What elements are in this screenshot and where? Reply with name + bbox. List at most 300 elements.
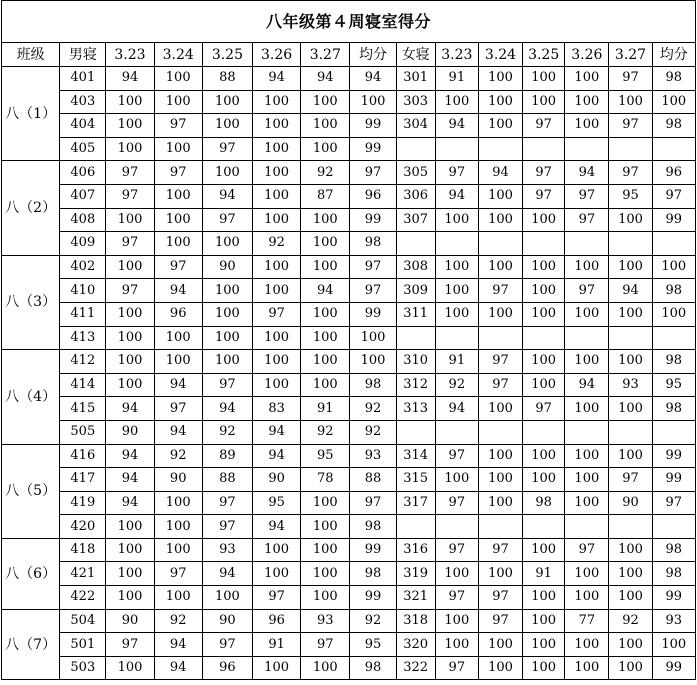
class-label: 八（5） bbox=[2, 444, 60, 538]
table-cell: 97 bbox=[202, 373, 252, 397]
table-cell: 97 bbox=[523, 114, 565, 138]
table-cell: 98 bbox=[652, 562, 695, 586]
table-cell: 95 bbox=[350, 633, 396, 657]
table-cell: 98 bbox=[652, 397, 695, 421]
table-cell bbox=[609, 326, 652, 350]
table-cell: 100 bbox=[523, 208, 565, 232]
table-cell: 321 bbox=[396, 586, 435, 610]
table-row bbox=[2, 420, 696, 444]
table-cell: 100 bbox=[609, 538, 652, 562]
table-cell: 100 bbox=[253, 161, 301, 185]
table-cell: 100 bbox=[154, 90, 202, 114]
table-cell: 98 bbox=[652, 350, 695, 374]
table-cell: 90 bbox=[154, 468, 202, 492]
table-cell: 100 bbox=[435, 633, 478, 657]
table-cell: 94 bbox=[478, 161, 522, 185]
table-cell: 90 bbox=[106, 609, 154, 633]
table-cell: 92 bbox=[253, 232, 301, 256]
table-cell: 97 bbox=[154, 397, 202, 421]
table-cell: 92 bbox=[154, 609, 202, 633]
table-cell: 100 bbox=[253, 562, 301, 586]
table-cell: 97 bbox=[106, 161, 154, 185]
table-cell: 94 bbox=[301, 67, 350, 91]
table-cell: 94 bbox=[154, 420, 202, 444]
table-cell: 100 bbox=[154, 232, 202, 256]
table-cell: 100 bbox=[478, 468, 522, 492]
table-cell: 96 bbox=[253, 609, 301, 633]
table-cell: 100 bbox=[106, 538, 154, 562]
table-row bbox=[2, 656, 696, 680]
table-cell: 93 bbox=[652, 609, 695, 633]
table-cell: 98 bbox=[652, 538, 695, 562]
table-cell: 90 bbox=[106, 420, 154, 444]
table-cell: 312 bbox=[396, 373, 435, 397]
table-cell: 91 bbox=[301, 397, 350, 421]
table-cell: 96 bbox=[154, 302, 202, 326]
table-cell: 97 bbox=[478, 538, 522, 562]
table-cell: 100 bbox=[202, 114, 252, 138]
table-cell: 100 bbox=[523, 302, 565, 326]
score-table bbox=[1, 0, 696, 680]
table-row bbox=[2, 255, 696, 279]
table-cell bbox=[396, 232, 435, 256]
header-row bbox=[2, 43, 696, 67]
table-cell: 100 bbox=[435, 279, 478, 303]
table-cell: 92 bbox=[154, 444, 202, 468]
table-cell: 317 bbox=[396, 491, 435, 515]
table-cell: 100 bbox=[565, 633, 609, 657]
table-cell: 95 bbox=[609, 184, 652, 208]
table-cell: 100 bbox=[301, 90, 350, 114]
table-cell bbox=[523, 515, 565, 539]
table-cell bbox=[478, 232, 522, 256]
table-cell: 97 bbox=[106, 184, 154, 208]
table-cell: 418 bbox=[60, 538, 106, 562]
table-cell: 77 bbox=[565, 609, 609, 633]
table-cell: 100 bbox=[154, 586, 202, 610]
table-cell: 94 bbox=[253, 444, 301, 468]
table-cell: 97 bbox=[202, 491, 252, 515]
table-cell: 98 bbox=[350, 515, 396, 539]
table-cell: 97 bbox=[154, 114, 202, 138]
table-cell: 100 bbox=[523, 444, 565, 468]
table-row bbox=[2, 397, 696, 421]
table-cell: 90 bbox=[253, 468, 301, 492]
table-cell: 94 bbox=[202, 562, 252, 586]
table-cell: 94 bbox=[202, 184, 252, 208]
table-cell: 100 bbox=[609, 350, 652, 374]
table-cell: 100 bbox=[435, 302, 478, 326]
table-cell: 94 bbox=[609, 279, 652, 303]
table-cell: 97 bbox=[202, 515, 252, 539]
table-cell: 100 bbox=[301, 656, 350, 680]
table-cell: 97 bbox=[301, 633, 350, 657]
table-row bbox=[2, 562, 696, 586]
table-row bbox=[2, 350, 696, 374]
table-cell: 422 bbox=[60, 586, 106, 610]
table-cell: 97 bbox=[478, 350, 522, 374]
class-label: 八（2） bbox=[2, 161, 60, 255]
column-header: 3.27 bbox=[301, 43, 350, 67]
table-cell: 408 bbox=[60, 208, 106, 232]
table-cell: 322 bbox=[396, 656, 435, 680]
table-cell: 316 bbox=[396, 538, 435, 562]
table-cell: 97 bbox=[478, 279, 522, 303]
column-header: 男寝 bbox=[60, 43, 106, 67]
table-row bbox=[2, 137, 696, 161]
table-cell: 99 bbox=[350, 302, 396, 326]
table-cell: 97 bbox=[202, 137, 252, 161]
table-cell: 97 bbox=[609, 161, 652, 185]
table-cell bbox=[565, 232, 609, 256]
table-cell: 100 bbox=[106, 326, 154, 350]
table-cell: 91 bbox=[253, 633, 301, 657]
table-row bbox=[2, 515, 696, 539]
table-cell: 92 bbox=[350, 397, 396, 421]
table-cell: 100 bbox=[523, 586, 565, 610]
table-cell: 98 bbox=[350, 562, 396, 586]
table-cell: 100 bbox=[565, 255, 609, 279]
table-cell: 87 bbox=[301, 184, 350, 208]
table-cell: 100 bbox=[435, 255, 478, 279]
class-label: 八（7） bbox=[2, 609, 60, 680]
column-header: 3.26 bbox=[565, 43, 609, 67]
table-cell: 100 bbox=[478, 67, 522, 91]
table-cell: 94 bbox=[253, 420, 301, 444]
table-cell: 97 bbox=[609, 67, 652, 91]
table-cell: 88 bbox=[202, 468, 252, 492]
table-cell: 100 bbox=[565, 586, 609, 610]
table-cell: 100 bbox=[478, 208, 522, 232]
table-cell: 100 bbox=[106, 255, 154, 279]
table-cell: 97 bbox=[478, 609, 522, 633]
table-cell: 415 bbox=[60, 397, 106, 421]
column-header: 3.24 bbox=[478, 43, 522, 67]
table-cell: 100 bbox=[523, 633, 565, 657]
table-cell: 78 bbox=[301, 468, 350, 492]
table-cell bbox=[435, 420, 478, 444]
table-cell bbox=[478, 515, 522, 539]
table-cell: 100 bbox=[609, 90, 652, 114]
table-cell: 100 bbox=[253, 656, 301, 680]
table-cell bbox=[609, 137, 652, 161]
table-cell: 100 bbox=[301, 538, 350, 562]
table-cell: 407 bbox=[60, 184, 106, 208]
table-cell: 91 bbox=[435, 67, 478, 91]
table-cell: 100 bbox=[523, 373, 565, 397]
table-cell: 100 bbox=[565, 114, 609, 138]
column-header: 3.23 bbox=[435, 43, 478, 67]
table-cell: 93 bbox=[350, 444, 396, 468]
table-row bbox=[2, 184, 696, 208]
table-cell: 100 bbox=[523, 468, 565, 492]
table-cell: 503 bbox=[60, 656, 106, 680]
table-cell: 100 bbox=[106, 373, 154, 397]
table-cell: 100 bbox=[652, 302, 695, 326]
table-cell: 100 bbox=[609, 302, 652, 326]
table-cell: 308 bbox=[396, 255, 435, 279]
table-cell: 97 bbox=[652, 184, 695, 208]
table-cell: 94 bbox=[565, 161, 609, 185]
table-cell: 100 bbox=[106, 656, 154, 680]
table-cell: 100 bbox=[523, 67, 565, 91]
table-cell: 97 bbox=[253, 586, 301, 610]
class-label: 八（4） bbox=[2, 350, 60, 444]
column-header: 均分 bbox=[350, 43, 396, 67]
table-cell: 94 bbox=[154, 633, 202, 657]
table-cell: 100 bbox=[565, 397, 609, 421]
table-cell: 100 bbox=[478, 562, 522, 586]
table-row bbox=[2, 609, 696, 633]
table-cell: 94 bbox=[154, 279, 202, 303]
table-cell: 100 bbox=[253, 255, 301, 279]
table-cell: 97 bbox=[154, 562, 202, 586]
table-row bbox=[2, 538, 696, 562]
class-label: 八（6） bbox=[2, 538, 60, 609]
table-cell: 305 bbox=[396, 161, 435, 185]
table-cell: 94 bbox=[435, 397, 478, 421]
table-cell: 99 bbox=[652, 468, 695, 492]
table-cell: 304 bbox=[396, 114, 435, 138]
table-cell: 94 bbox=[106, 67, 154, 91]
table-cell: 100 bbox=[202, 326, 252, 350]
table-cell: 100 bbox=[652, 633, 695, 657]
table-cell: 100 bbox=[565, 491, 609, 515]
table-row bbox=[2, 491, 696, 515]
table-cell: 421 bbox=[60, 562, 106, 586]
table-cell bbox=[435, 232, 478, 256]
table-row bbox=[2, 208, 696, 232]
table-cell: 100 bbox=[350, 350, 396, 374]
table-cell: 97 bbox=[154, 161, 202, 185]
table-cell: 100 bbox=[202, 161, 252, 185]
table-cell: 97 bbox=[523, 397, 565, 421]
table-cell: 97 bbox=[652, 491, 695, 515]
table-cell: 94 bbox=[301, 279, 350, 303]
table-cell: 100 bbox=[435, 562, 478, 586]
table-cell bbox=[565, 515, 609, 539]
table-cell: 301 bbox=[396, 67, 435, 91]
table-cell: 97 bbox=[435, 444, 478, 468]
table-cell: 313 bbox=[396, 397, 435, 421]
table-cell: 93 bbox=[301, 609, 350, 633]
table-cell: 501 bbox=[60, 633, 106, 657]
table-cell: 318 bbox=[396, 609, 435, 633]
table-cell: 98 bbox=[350, 232, 396, 256]
table-cell bbox=[435, 515, 478, 539]
table-cell: 100 bbox=[202, 232, 252, 256]
table-cell: 98 bbox=[350, 656, 396, 680]
table-cell bbox=[609, 515, 652, 539]
table-cell: 97 bbox=[350, 491, 396, 515]
table-cell: 100 bbox=[202, 350, 252, 374]
table-cell: 90 bbox=[202, 609, 252, 633]
table-cell: 100 bbox=[253, 279, 301, 303]
table-row bbox=[2, 232, 696, 256]
table-cell: 100 bbox=[202, 302, 252, 326]
table-cell: 94 bbox=[253, 515, 301, 539]
table-cell: 100 bbox=[609, 656, 652, 680]
column-header: 3.25 bbox=[523, 43, 565, 67]
table-cell: 315 bbox=[396, 468, 435, 492]
table-cell: 414 bbox=[60, 373, 106, 397]
table-cell: 99 bbox=[350, 538, 396, 562]
table-row bbox=[2, 586, 696, 610]
table-cell: 99 bbox=[350, 114, 396, 138]
table-cell: 303 bbox=[396, 90, 435, 114]
table-cell bbox=[523, 232, 565, 256]
table-cell: 100 bbox=[106, 515, 154, 539]
column-header: 班级 bbox=[2, 43, 60, 67]
table-cell: 97 bbox=[565, 279, 609, 303]
table-cell: 100 bbox=[202, 279, 252, 303]
table-cell: 98 bbox=[523, 491, 565, 515]
table-cell: 88 bbox=[202, 67, 252, 91]
table-cell: 100 bbox=[523, 90, 565, 114]
table-cell bbox=[609, 232, 652, 256]
table-cell: 307 bbox=[396, 208, 435, 232]
table-cell: 100 bbox=[253, 208, 301, 232]
table-cell: 92 bbox=[350, 609, 396, 633]
table-cell: 100 bbox=[609, 397, 652, 421]
table-cell: 98 bbox=[652, 67, 695, 91]
table-cell: 411 bbox=[60, 302, 106, 326]
table-cell bbox=[652, 326, 695, 350]
table-cell: 100 bbox=[301, 373, 350, 397]
table-cell: 97 bbox=[478, 586, 522, 610]
table-cell: 100 bbox=[523, 538, 565, 562]
table-cell: 100 bbox=[301, 515, 350, 539]
page-title: 八年级第４周寝室得分 bbox=[2, 1, 696, 43]
table-cell: 100 bbox=[350, 326, 396, 350]
table-cell: 97 bbox=[478, 373, 522, 397]
table-cell: 94 bbox=[565, 373, 609, 397]
table-cell: 100 bbox=[609, 633, 652, 657]
table-cell: 89 bbox=[202, 444, 252, 468]
table-cell: 96 bbox=[652, 161, 695, 185]
table-cell: 97 bbox=[435, 656, 478, 680]
table-cell bbox=[396, 515, 435, 539]
table-cell: 97 bbox=[350, 255, 396, 279]
table-row bbox=[2, 468, 696, 492]
table-cell: 98 bbox=[652, 279, 695, 303]
table-cell: 100 bbox=[253, 184, 301, 208]
table-cell: 100 bbox=[106, 90, 154, 114]
table-cell: 94 bbox=[106, 397, 154, 421]
table-cell: 410 bbox=[60, 279, 106, 303]
table-cell: 505 bbox=[60, 420, 106, 444]
table-cell: 99 bbox=[652, 444, 695, 468]
table-row bbox=[2, 114, 696, 138]
table-cell: 95 bbox=[652, 373, 695, 397]
table-cell: 93 bbox=[609, 373, 652, 397]
table-cell: 100 bbox=[154, 208, 202, 232]
table-cell: 83 bbox=[253, 397, 301, 421]
table-cell: 100 bbox=[301, 586, 350, 610]
table-cell: 97 bbox=[350, 161, 396, 185]
table-cell: 97 bbox=[350, 279, 396, 303]
table-cell: 100 bbox=[350, 90, 396, 114]
table-cell: 100 bbox=[154, 184, 202, 208]
table-cell: 100 bbox=[154, 137, 202, 161]
table-cell: 403 bbox=[60, 90, 106, 114]
table-cell: 91 bbox=[523, 562, 565, 586]
table-cell: 94 bbox=[202, 397, 252, 421]
table-cell: 100 bbox=[435, 208, 478, 232]
table-cell: 94 bbox=[350, 67, 396, 91]
table-cell bbox=[652, 232, 695, 256]
table-cell: 97 bbox=[253, 302, 301, 326]
table-cell: 100 bbox=[154, 67, 202, 91]
table-cell: 420 bbox=[60, 515, 106, 539]
table-cell bbox=[609, 420, 652, 444]
table-cell: 96 bbox=[202, 656, 252, 680]
table-cell: 310 bbox=[396, 350, 435, 374]
table-cell: 94 bbox=[106, 468, 154, 492]
table-cell: 90 bbox=[202, 255, 252, 279]
table-cell: 94 bbox=[106, 444, 154, 468]
table-cell: 96 bbox=[350, 184, 396, 208]
table-row bbox=[2, 90, 696, 114]
table-cell bbox=[478, 137, 522, 161]
table-cell: 100 bbox=[609, 255, 652, 279]
table-cell: 100 bbox=[609, 562, 652, 586]
table-cell: 100 bbox=[523, 350, 565, 374]
table-cell: 100 bbox=[253, 373, 301, 397]
table-cell: 100 bbox=[478, 255, 522, 279]
table-cell: 100 bbox=[202, 586, 252, 610]
table-cell: 100 bbox=[478, 90, 522, 114]
table-cell: 100 bbox=[301, 302, 350, 326]
table-cell: 97 bbox=[106, 279, 154, 303]
table-cell: 406 bbox=[60, 161, 106, 185]
table-row bbox=[2, 373, 696, 397]
table-cell: 97 bbox=[202, 633, 252, 657]
table-cell: 100 bbox=[106, 350, 154, 374]
table-cell: 97 bbox=[106, 232, 154, 256]
table-cell: 100 bbox=[301, 491, 350, 515]
table-cell: 94 bbox=[106, 491, 154, 515]
table-cell: 97 bbox=[154, 255, 202, 279]
table-cell bbox=[523, 326, 565, 350]
table-cell: 100 bbox=[478, 302, 522, 326]
table-cell: 100 bbox=[253, 538, 301, 562]
table-row bbox=[2, 161, 696, 185]
table-row bbox=[2, 67, 696, 91]
column-header: 3.24 bbox=[154, 43, 202, 67]
table-cell: 100 bbox=[253, 350, 301, 374]
table-cell bbox=[565, 420, 609, 444]
table-cell: 97 bbox=[106, 633, 154, 657]
table-cell: 319 bbox=[396, 562, 435, 586]
table-cell: 100 bbox=[478, 114, 522, 138]
table-cell: 94 bbox=[253, 67, 301, 91]
table-cell: 93 bbox=[202, 538, 252, 562]
column-header: 3.25 bbox=[202, 43, 252, 67]
table-cell: 100 bbox=[154, 515, 202, 539]
table-cell: 97 bbox=[565, 208, 609, 232]
table-cell: 100 bbox=[478, 444, 522, 468]
table-cell: 90 bbox=[609, 491, 652, 515]
table-cell bbox=[396, 420, 435, 444]
table-cell: 320 bbox=[396, 633, 435, 657]
table-cell bbox=[478, 326, 522, 350]
table-cell: 100 bbox=[523, 279, 565, 303]
table-cell: 100 bbox=[478, 656, 522, 680]
table-cell: 97 bbox=[202, 208, 252, 232]
table-cell: 100 bbox=[523, 255, 565, 279]
table-cell: 97 bbox=[609, 468, 652, 492]
